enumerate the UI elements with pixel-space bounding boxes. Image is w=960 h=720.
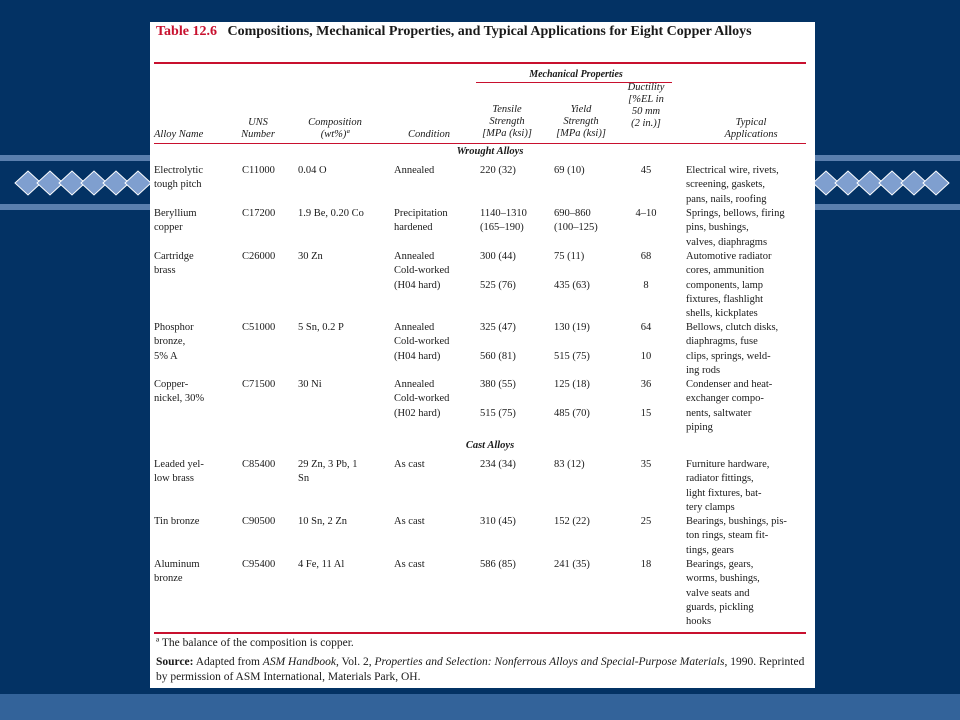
cell-composition: 10 Sn, 2 Zn: [298, 516, 348, 527]
header-composition: Composition (wt%)ª: [308, 117, 362, 140]
cell-name: Electrolytic tough pitch: [154, 165, 203, 191]
cell-yield: 125 (18) 485 (70): [554, 379, 590, 419]
source-book: ASM Handbook: [262, 656, 336, 668]
cell-name: Copper- nickel, 30%: [154, 379, 205, 405]
cell-uns: C17200: [242, 208, 276, 219]
cell-composition: 5 Sn, 0.2 P: [298, 322, 344, 333]
cell-yield: 69 (10): [554, 165, 585, 176]
section-cast: Cast Alloys: [465, 440, 515, 451]
cell-ductility: 64 10: [640, 322, 652, 362]
source-title: Properties and Selection: Nonferrous Alloys and Special-Purpose Materials: [374, 656, 725, 668]
source-note: [156, 655, 806, 685]
bottom-rule: [154, 632, 806, 634]
footnote: ª The balance of the composition is copper.: [156, 637, 354, 649]
cell-name: Aluminum bronze: [154, 559, 200, 585]
cell-condition: As cast: [394, 459, 425, 470]
cell-yield: 241 (35): [554, 559, 590, 570]
cell-uns: C85400: [242, 459, 276, 470]
cell-yield: 152 (22): [554, 516, 590, 527]
diamond-row-right: [812, 170, 952, 196]
cell-name: Cartridge brass: [154, 251, 194, 277]
cell-ductility: 18: [640, 559, 652, 570]
table-title: [156, 24, 806, 40]
cell-ductility: 45: [640, 165, 652, 176]
cell-condition: As cast: [394, 559, 425, 570]
cell-applications: Bearings, bushings, pis- ton rings, steam fit- tings, gears: [686, 516, 787, 556]
cell-applications: Springs, bellows, firing pins, bushings, valves, diaphragms: [686, 208, 785, 248]
cell-condition: Annealed Cold-worked (H04 hard): [394, 251, 450, 291]
cell-ductility: 68 8: [640, 251, 652, 291]
header-rule: [154, 143, 806, 144]
cell-applications: Automotive radiator cores, ammunition components, lamp fixtures, flashlight shells, kickplates: [686, 251, 772, 320]
header-applications: Typical Applications: [724, 117, 778, 140]
header-ductility: Ductility [%EL in 50 mm (2 in.)]: [627, 82, 665, 129]
cell-condition: As cast: [394, 516, 425, 527]
cell-composition: 29 Zn, 3 Pb, 1 Sn: [298, 459, 358, 485]
cell-ductility: 4–10: [635, 208, 657, 219]
cell-uns: C51000: [242, 322, 276, 333]
header-yield: Yield Strength [MPa (ksi)]: [556, 104, 606, 139]
cell-tensile: 380 (55) 515 (75): [480, 379, 516, 419]
cell-composition: 30 Ni: [298, 379, 322, 390]
cell-applications: Electrical wire, rivets, screening, gaskets, pans, nails, roofing: [686, 165, 779, 205]
cell-tensile: 586 (85): [480, 559, 516, 570]
cell-composition: 0.04 O: [298, 165, 327, 176]
table-title-text: Compositions, Mechanical Properties, and Typical Applications for Eight Copper Alloys: [227, 24, 752, 39]
cell-tensile: 234 (34): [480, 459, 516, 470]
cell-condition: Annealed: [394, 165, 435, 176]
source-pre: Adapted from: [193, 656, 263, 668]
cell-name: Beryllium copper: [154, 208, 197, 234]
cell-tensile: 310 (45): [480, 516, 516, 527]
header-condition: Condition: [407, 129, 450, 140]
cell-composition: 30 Zn: [298, 251, 323, 262]
cell-name: Leaded yel- low brass: [154, 459, 204, 485]
cell-composition: 4 Fe, 11 Al: [298, 559, 345, 570]
cell-ductility: 25: [640, 516, 652, 527]
cell-tensile: 1140–1310 (165–190): [480, 208, 527, 234]
header-tensile: Tensile Strength [MPa (ksi)]: [482, 104, 532, 139]
cell-name: Phosphor bronze, 5% A: [154, 322, 194, 362]
cell-applications: Furniture hardware, radiator fittings, light fixtures, bat- tery clamps: [686, 459, 770, 513]
cell-applications: Condenser and heat- exchanger compo- nents, saltwater piping: [686, 379, 773, 433]
cell-applications: Bearings, gears, worms, bushings, valve seats and guards, pickling hooks: [686, 559, 760, 628]
cell-ductility: 35: [640, 459, 652, 470]
table-figure: [150, 22, 815, 688]
cell-tensile: 325 (47) 560 (81): [480, 322, 516, 362]
cell-tensile: 220 (32): [480, 165, 516, 176]
cell-uns: C26000: [242, 251, 276, 262]
cell-yield: 690–860 (100–125): [554, 208, 598, 234]
cell-ductility: 36 15: [640, 379, 652, 419]
cell-composition: 1.9 Be, 0.20 Co: [298, 208, 364, 219]
header-alloy-name: Alloy Name: [154, 129, 204, 140]
cell-uns: C90500: [242, 516, 276, 527]
source-label: Source:: [156, 656, 194, 668]
cell-applications: Bellows, clutch disks, diaphragms, fuse clips, springs, weld- ing rods: [686, 322, 779, 376]
cell-uns: C11000: [242, 165, 275, 176]
cell-uns: C95400: [242, 559, 276, 570]
cell-yield: 83 (12): [554, 459, 585, 470]
cell-tensile: 300 (44) 525 (76): [480, 251, 516, 291]
source-post: , 1990. Reprinted by permission of ASM International, Materials Park, OH.: [156, 656, 805, 683]
cell-name: Tin bronze: [154, 516, 200, 527]
diamond-row-left: [12, 170, 152, 196]
section-wrought: Wrought Alloys: [456, 146, 524, 157]
mechanical-properties-header: Mechanical Properties: [529, 69, 623, 80]
cell-condition: Annealed Cold-worked (H02 hard): [394, 379, 450, 419]
top-rule: [154, 62, 806, 64]
cell-uns: C71500: [242, 379, 276, 390]
cell-condition: Precipitation hardened: [394, 208, 448, 234]
cell-yield: 130 (19) 515 (75): [554, 322, 590, 362]
diamond-chain-icon: [12, 170, 152, 196]
header-uns: UNS Number: [241, 117, 275, 140]
table-number: Table 12.6: [156, 24, 217, 39]
diamond-chain-icon: [812, 170, 952, 196]
cell-condition: Annealed Cold-worked (H04 hard): [394, 322, 450, 362]
source-mid: , Vol. 2,: [335, 656, 375, 668]
cell-yield: 75 (11) 435 (63): [554, 251, 590, 291]
bottom-band: [0, 694, 960, 720]
